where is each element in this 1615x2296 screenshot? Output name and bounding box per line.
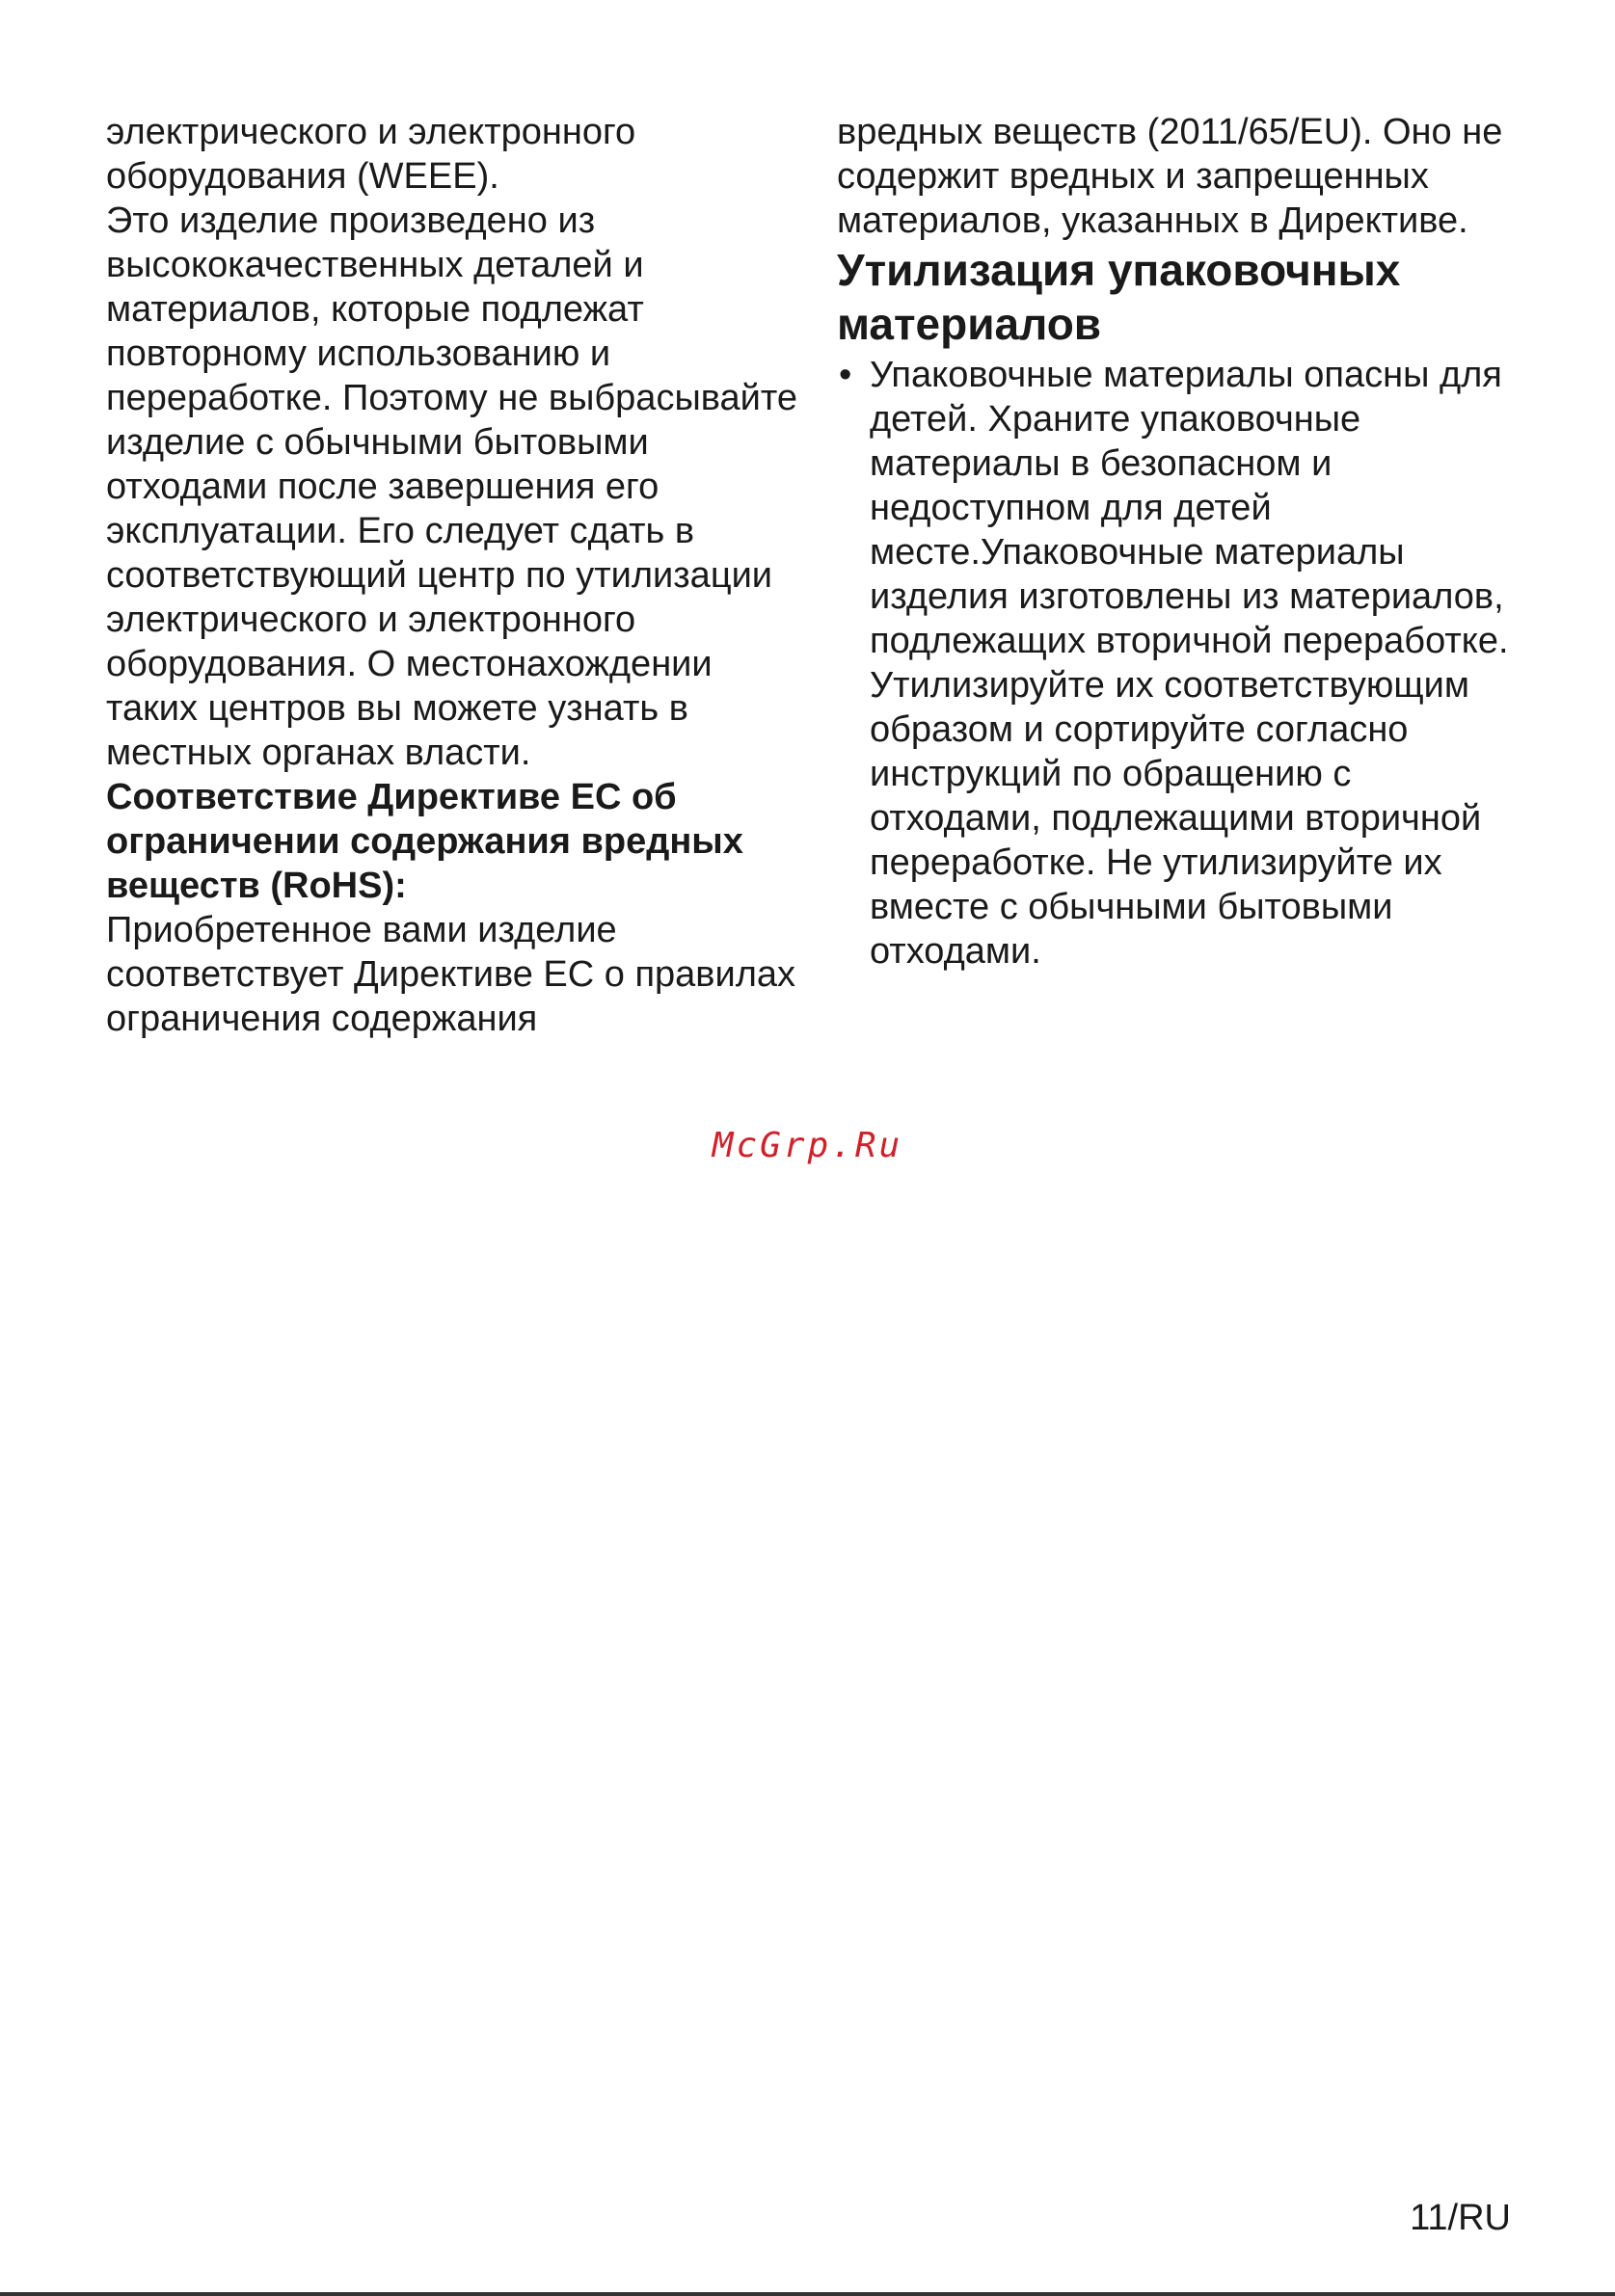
left-column <box>106 110 800 1041</box>
right-column <box>837 110 1531 974</box>
rohs-paragraph: Приобретенное вами изделие соответствует Директиве ЕС о правилах ограничения содержания <box>106 910 796 1039</box>
bullet-icon: • <box>839 355 852 395</box>
packaging-bullet-list <box>837 353 1531 974</box>
weee-continuation-paragraph: электрического и электронного оборудования (WEEE). <box>106 112 636 197</box>
bottom-divider <box>0 2292 1615 2296</box>
recycling-paragraph: Это изделие произведено из высококачественных деталей и материалов, которые подлежат повторному использованию и переработке. Поэтому не выбрасывайте изделие с обычными бытовыми отходами после завершения его эксплуатации. Его следует сдать в соответствующий центр по утилизации электрического и электронного оборудования. О местонахождении таких центров вы можете узнать в местных органах власти. <box>106 200 797 773</box>
bullet-text: Упаковочные материалы опасны для детей. Храните упаковочные материалы в безопасном и недоступном для детей месте.Упаковочные материалы изделия изготовлены из материалов, подлежащих вторичной переработке. Утилизируйте их соответствующим образом и сортируйте согласно инструкций по обращению с отходами, подлежащими вторичной переработке. Не утилизируйте их вместе с обычными бытовыми отходами. <box>870 355 1509 972</box>
watermark: McGrp.Ru <box>712 1126 903 1165</box>
rohs-continuation-paragraph: вредных веществ (2011/65/EU). Оно не содержит вредных и запрещенных материалов, указанных в Директиве. <box>837 112 1503 241</box>
packaging-heading: Утилизация упаковочных материалов <box>837 245 1401 349</box>
rohs-heading: Соответствие Директиве ЕС об ограничении содержания вредных веществ (RoHS): <box>106 777 743 906</box>
page-number: 11/RU <box>1410 2198 1511 2238</box>
list-item <box>837 353 1531 974</box>
